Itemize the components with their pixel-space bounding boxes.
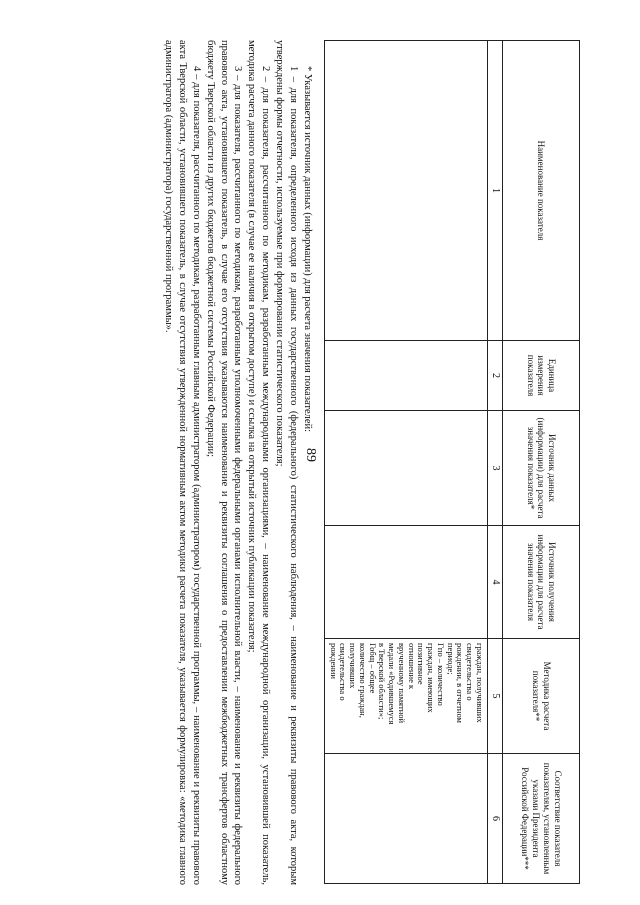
- cell-presidential-compliance: [324, 754, 487, 884]
- method-line: свидетельства о: [465, 643, 476, 701]
- header-indicator-name: Наименование показателя: [503, 41, 580, 341]
- method-line: получивших: [348, 643, 359, 689]
- cell-unit: [324, 341, 487, 411]
- footnote-item: 2 – для показателя, рассчитанного по методикам, разработанным международными организациями, – наименование международной организации, установившей показатель, методика расчета данного показателя (в случае ее наличия в открытом доступе) и ссылка на открытый источник публикации показателя;: [246, 40, 272, 885]
- footnotes: [161, 40, 313, 885]
- table-header-row: [503, 41, 580, 884]
- method-line: количество граждан,: [357, 643, 368, 718]
- method-line: в Тверской области»;: [377, 643, 388, 720]
- header-source-obtaining: Источник получения информации для расчета значения показателя: [503, 526, 580, 639]
- method-line: граждан, имеющих: [426, 643, 437, 713]
- header-unit: Единица измерения показателя: [503, 341, 580, 411]
- footnote-item: 3 – для показателя, рассчитанного по методикам, разработанным уполномоченными федеральными органами исполнительной власти, – наименование и реквизиты федерального правового акта, установившего показатель, в случае его отсутствия указываются наименование и реквизиты соглашения о предоставлении межбюджетных трансфертов областному бюджету Тверской области из других бюджетов бюджетной системы Российской Федерации;: [204, 40, 244, 885]
- column-number: 5: [488, 639, 503, 754]
- header-data-source: Источник данных (информации) для расчета значения показателя*: [503, 411, 580, 526]
- header-presidential-compliance: Соответствие показателя показателям, установленным указами Президента Российской Федерации***: [503, 754, 580, 884]
- landscape-content: [20, 40, 580, 885]
- cell-source-obtaining: [324, 526, 487, 639]
- cell-calculation-method: [324, 639, 487, 754]
- cell-data-source: [324, 411, 487, 526]
- method-line: Гобщ – общее: [367, 643, 378, 694]
- method-line: граждан, получивших: [475, 643, 485, 723]
- footnote-intro: * Указывается источник данных (информации) для расчета значения показателей:: [301, 66, 313, 433]
- column-number: 4: [488, 526, 503, 639]
- table-row: [324, 41, 487, 884]
- method-line: периоде;: [445, 643, 456, 675]
- method-line: рождении: [328, 643, 339, 679]
- indicator-table: [324, 40, 580, 884]
- footnote-item: 4 – для показателя, рассчитанного по методикам, разработанным главным администратором (администратором) государственной программы, – наименование и реквизиты правового акта Тверской области, установившего показатель, в случае отсутствия утвержденной нормативным актом методики расчета показателя, указывается формулировка: «методика главного администратора (администратора) государственной программы».: [163, 40, 202, 885]
- page-number: 89: [303, 448, 318, 462]
- method-line: свидетельства о: [338, 643, 349, 701]
- column-number: 2: [488, 341, 503, 411]
- method-line: рождении, в отчетном: [455, 643, 466, 723]
- method-line: отношение к: [406, 643, 417, 690]
- method-line: врученному памятной: [396, 643, 407, 724]
- cell-indicator-name: [324, 41, 487, 341]
- column-number-row: [488, 41, 503, 884]
- column-number: 1: [488, 41, 503, 341]
- footnote-item: 1 – для показателя, определенного исходя из данных государственного (федерального) статистического наблюдения, – наименование и реквизиты правового акта, которым утверждены формы отчетности, используемые при формировании статистического показателя;: [274, 40, 299, 885]
- method-line: медали «Родившемуся: [387, 643, 398, 725]
- column-number: 3: [488, 411, 503, 526]
- header-calculation-method: Методика расчета показателя**: [503, 639, 580, 754]
- column-number: 6: [488, 754, 503, 884]
- method-line: позитивное: [416, 643, 427, 685]
- method-line: Гпо – количество: [435, 643, 446, 706]
